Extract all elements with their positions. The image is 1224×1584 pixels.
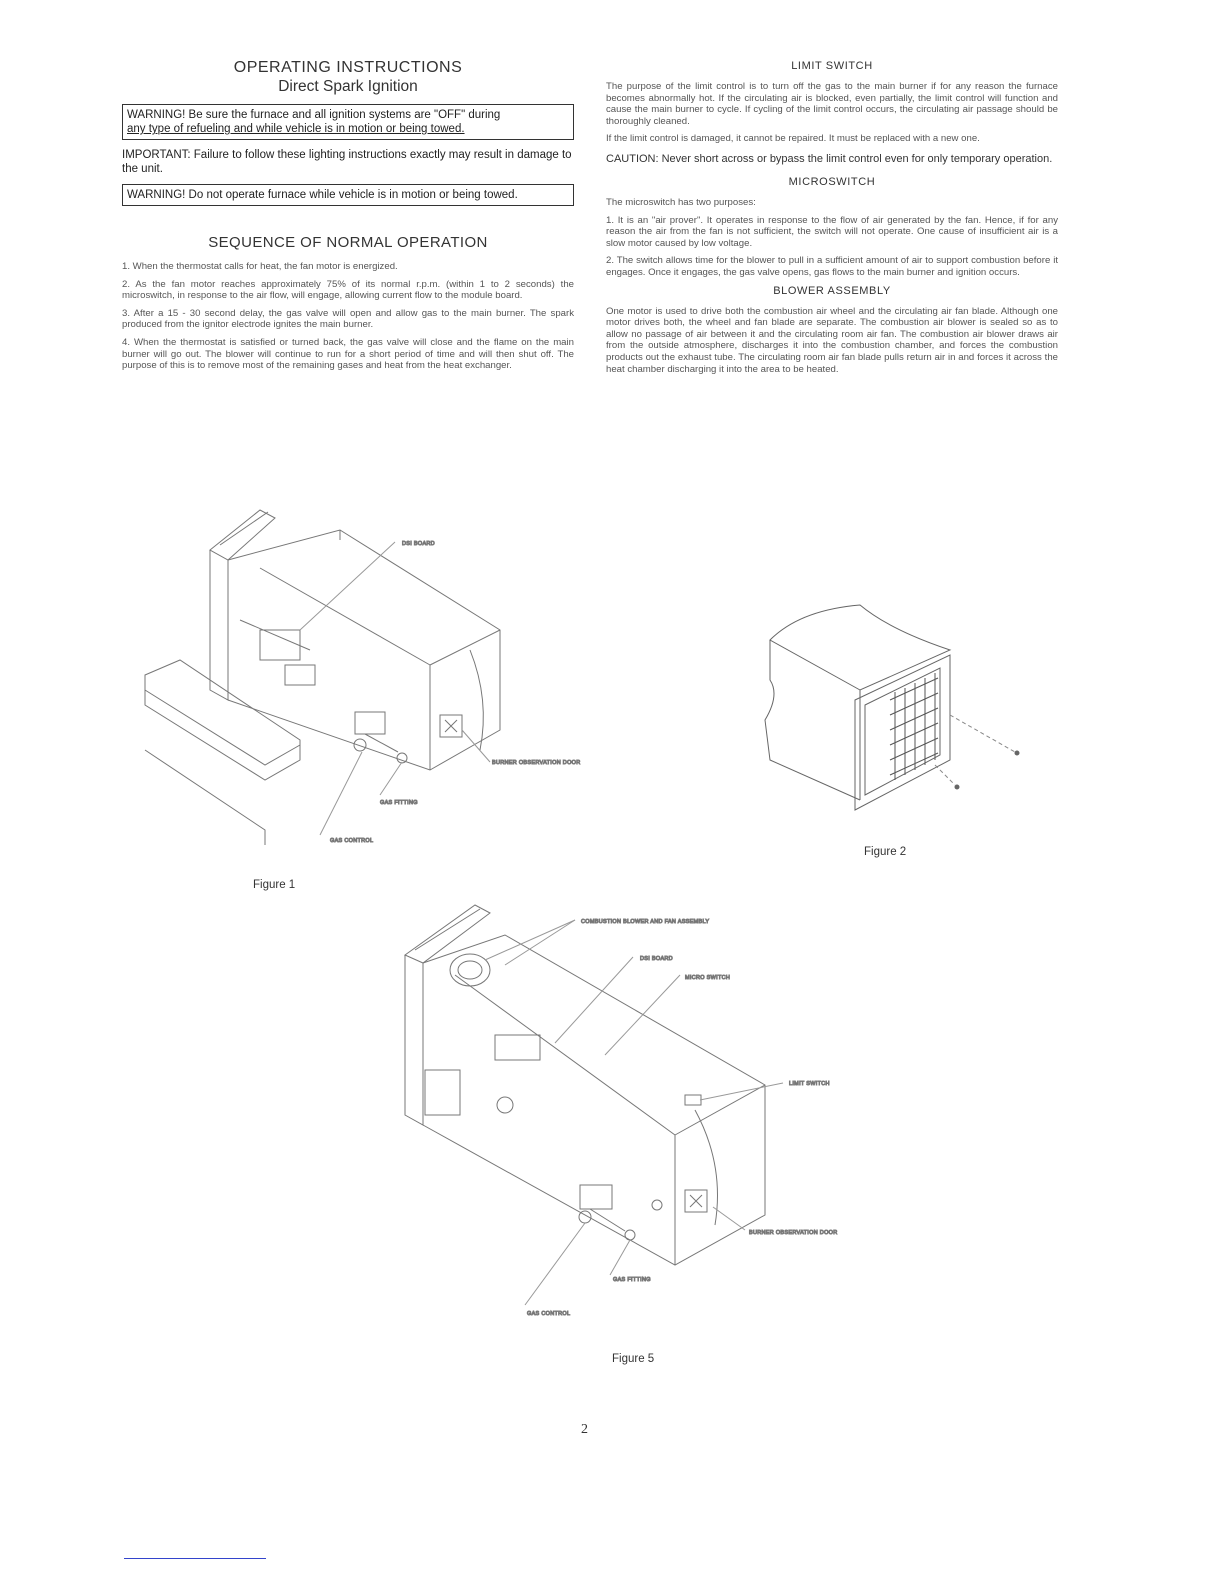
fig5-label-limit-switch: LIMIT SWITCH — [789, 1081, 830, 1087]
warning-box-motion: WARNING! Do not operate furnace while vehicle is in motion or being towed. — [122, 184, 574, 206]
figure-2 — [760, 600, 1030, 825]
fig1-label-gas-fitting: GAS FITTING — [380, 800, 418, 806]
fig5-label-dsi-board: DSI BOARD — [640, 956, 673, 962]
fig1-label-dsi-board: DSI BOARD — [402, 541, 435, 547]
limit-paragraph-1: The purpose of the limit control is to turn off the gas to the main burner if for any reason the furnace becomes abnormally hot. If the circulating air is blocked, even partially, the limit control will function and cause the main burner to cycle. If cycling of the limit control occurs, the circulating air passage should be thoroughly cleaned. — [606, 81, 1058, 127]
warning-line-2: any type of refueling and while vehicle is in motion or being towed. — [127, 123, 465, 135]
sequence-step-2: 2. As the fan motor reaches approximately 75% of its normal r.p.m. (within 1 to 2 seconds) the microswitch, in response to the air flow, will engage, allowing current flow to the module board. — [122, 278, 574, 302]
sequence-step-3: 3. After a 15 - 30 second delay, the gas valve will open and allow gas to the main burner. The spark produced from the ignitor electrode ignites the main burner. — [122, 307, 574, 331]
page-number: 2 — [581, 1422, 588, 1437]
warning-box-refueling — [122, 104, 574, 140]
right-column — [606, 58, 1058, 381]
figure-2-caption: Figure 2 — [864, 846, 907, 858]
footer-rule — [124, 1558, 266, 1559]
microswitch-intro: The microswitch has two purposes: — [606, 196, 756, 208]
microswitch-paragraph-2: 2. The switch allows time for the blower to pull in a sufficient amount of air to support combustion before it engages. Once it engages, the gas valve opens, gas flows to the main burner and ignition occurs. — [606, 255, 1058, 278]
limit-switch-title: LIMIT SWITCH — [791, 60, 873, 72]
page-subtitle: Direct Spark Ignition — [278, 78, 418, 95]
sequence-step-4: 4. When the thermostat is satisfied or turned back, the gas valve will close and the flame on the main burner will go out. The blower will continue to run for a short period of time and will then shut off. The purpose of this is to remove most of the remaining gases and heat from the heat exchanger. — [122, 336, 574, 372]
page-title: OPERATING INSTRUCTIONS — [233, 59, 463, 76]
left-column — [122, 58, 574, 378]
blower-paragraph: One motor is used to drive both the combustion air wheel and the circulating air fan blade. Although one motor drives both, the wheel and fan blade are separate. The combustion air blower is sealed so as to allow no passage of air between it and the circulating room air fan. The combustion air blower draws air from the outside atmosphere, discharges it into the combustion chamber, and forces the combustion products out the exhaust tube. The circulating room air fan blade pulls return air in and forces it across the heat chamber discharging it into the area to be heated. — [606, 305, 1058, 375]
fig5-label-micro-switch: MICRO SWITCH — [685, 975, 731, 981]
important-note: IMPORTANT: Failure to follow these lighting instructions exactly may result in damage to the unit. — [122, 149, 572, 175]
warning-line-1: WARNING! Be sure the furnace and all ignition systems are "OFF" during — [127, 109, 501, 121]
microswitch-title: MICROSWITCH — [788, 175, 876, 188]
figure-1 — [140, 490, 610, 860]
fig5-label-gas-fitting: GAS FITTING — [613, 1277, 651, 1283]
figure-5-caption: Figure 5 — [612, 1353, 655, 1365]
limit-paragraph-2: If the limit control is damaged, it cannot be repaired. It must be replaced with a new one. — [606, 133, 980, 145]
figure-1-caption: Figure 1 — [253, 879, 296, 891]
fig5-label-blower: COMBUSTION BLOWER AND FAN ASSEMBLY — [581, 919, 710, 925]
fig1-label-burner-door: BURNER OBSERVATION DOOR — [492, 760, 581, 766]
sequence-title: SEQUENCE OF NORMAL OPERATION — [208, 234, 488, 251]
figure-5 — [395, 895, 895, 1335]
caution-note: CAUTION: Never short across or bypass the limit control even for only temporary operation. — [606, 152, 1053, 165]
blower-title: BLOWER ASSEMBLY — [773, 284, 891, 297]
microswitch-paragraph-1: 1. It is an "air prover". It operates in response to the flow of air generated by the fan. Hence, if for any reason the air from the fan is not sufficient, the switch will not operate. One cause of insufficient air is a slow motor caused by low voltage. — [606, 214, 1058, 249]
fig5-label-gas-control: GAS CONTROL — [527, 1311, 571, 1317]
sequence-step-1: 1. When the thermostat calls for heat, the fan motor is energized. — [122, 261, 398, 272]
fig5-label-burner-door: BURNER OBSERVATION DOOR — [749, 1230, 838, 1236]
fig1-label-gas-control: GAS CONTROL — [330, 838, 374, 844]
